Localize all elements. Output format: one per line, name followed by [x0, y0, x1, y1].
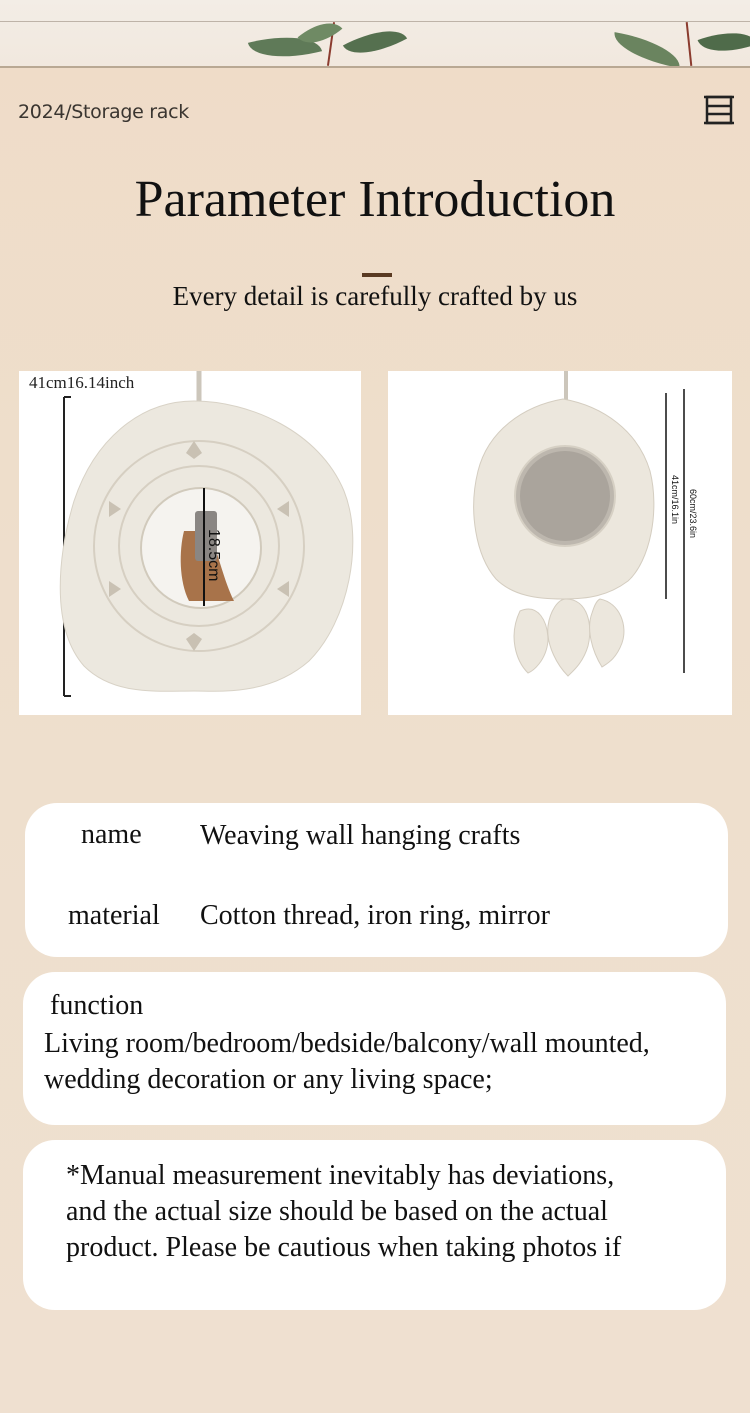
measurement-note-card	[23, 1140, 726, 1310]
width-dimension-label: 41cm16.14inch	[29, 373, 135, 392]
product-photo-side	[388, 371, 732, 715]
page-subtitle: Every detail is carefully crafted by us	[172, 281, 578, 311]
mirror-diameter-label: 18.5cm	[205, 529, 222, 582]
macrame-mirror-with-tassels-illustration	[388, 371, 732, 715]
spec-card-function	[23, 972, 726, 1125]
function-label: function	[50, 990, 144, 1021]
name-label: name	[81, 819, 142, 850]
breadcrumb[interactable]: 2024/Storage rack	[18, 101, 189, 123]
top-banner	[0, 0, 750, 68]
name-value: Weaving wall hanging crafts	[200, 820, 521, 851]
title-accent-bar	[362, 273, 392, 277]
inner-height-label: 41cm/16.1in	[670, 475, 680, 525]
material-label: material	[68, 900, 160, 931]
outer-height-label: 60cm/23.6in	[688, 489, 698, 539]
page-title: Parameter Introduction	[134, 171, 616, 228]
product-photo-front	[19, 371, 361, 715]
macrame-mirror-illustration	[19, 371, 361, 715]
list-icon[interactable]	[704, 95, 734, 125]
function-line-2: wedding decoration or any living space;	[44, 1064, 493, 1095]
material-value: Cotton thread, iron ring, mirror	[200, 900, 550, 931]
note-line-2: and the actual size should be based on the actual	[66, 1196, 608, 1227]
function-line-1: Living room/bedroom/bedside/balcony/wall mounted,	[44, 1028, 650, 1059]
note-line-3: product. Please be cautious when taking photos if	[66, 1232, 622, 1263]
note-line-1: *Manual measurement inevitably has deviations,	[66, 1160, 615, 1191]
spec-card-name-material	[25, 803, 728, 957]
